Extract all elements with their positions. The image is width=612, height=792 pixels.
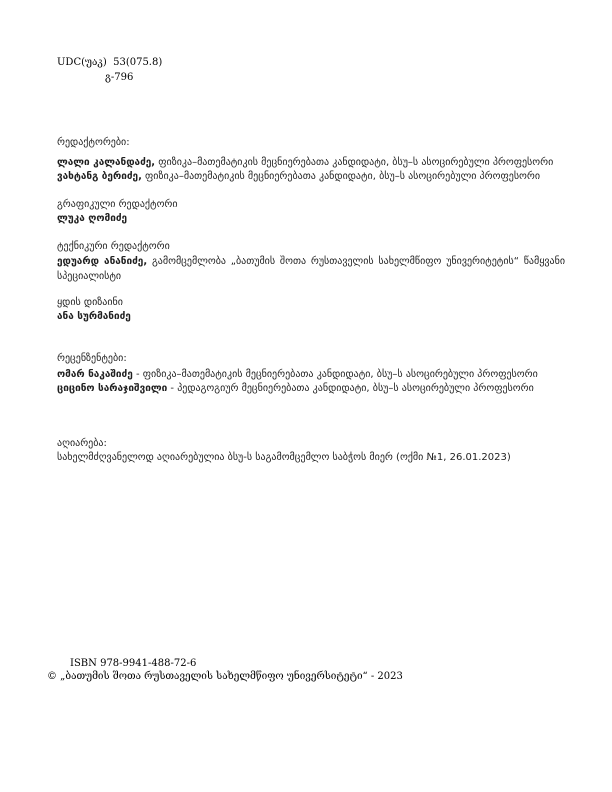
editor-name: ვახტანგ ბერიძე, bbox=[57, 171, 142, 182]
editor-description: ფიზიკა–მათემატიკის მეცნიერებათა კანდიდატი, ბსუ–ს ასოცირებული პროფესორი bbox=[141, 171, 541, 182]
isbn-line: ISBN 978-9941-488-72-6 bbox=[70, 658, 197, 669]
technical-editor-description: გამომცემლობა „ბათუმის შოთა რუსთაველის სახელმწიფო უნივერიტეტის“ წამყვანი სპეციალისტი bbox=[57, 256, 565, 282]
copyright-line: © „ბათუმის შოთა რუსთაველის სახელმწიფო უნივერსიტეტი“ - 2023 bbox=[47, 671, 403, 682]
cover-design-name: ანა სურმანიძე bbox=[57, 311, 131, 322]
reviewer-description: - პედაგოგიურ მეცნიერებათა კანდიდატი, ბსუ–ს ასოცირებული პროფესორი bbox=[167, 383, 534, 394]
editors-heading: რედაქტორები: bbox=[57, 137, 130, 148]
technical-editor-heading: ტექნიკური რედაქტორი bbox=[57, 241, 170, 252]
approval-text: სახელმძღვანელოდ აღიარებულია ბსუ-ს საგამომცემლო საბჭოს მიერ (ოქმი №1, 26.01.2023) bbox=[57, 452, 511, 463]
cipher-line: გ-796 bbox=[105, 72, 134, 83]
reviewer-line bbox=[57, 382, 534, 395]
technical-editor-line bbox=[57, 255, 565, 284]
reviewers-heading: რეცენზენტები: bbox=[57, 353, 127, 364]
editor-line bbox=[57, 156, 553, 169]
editor-description: ფიზიკა–მათემატიკის მეცნიერებათა კანდიდატი, ბსუ–ს ასოცირებული პროფესორი bbox=[155, 157, 554, 168]
graphic-editor-name: ლუკა ღომიძე bbox=[57, 213, 128, 224]
reviewer-name: ომარ ნაკაშიძე bbox=[57, 369, 133, 380]
udc-line: UDC(უაკ) 53(075.8) bbox=[57, 57, 163, 68]
technical-editor-name: ედუარდ ანანიძე, bbox=[57, 256, 148, 267]
graphic-editor-heading: გრაფიკული რედაქტორი bbox=[57, 199, 178, 210]
editor-line bbox=[57, 170, 540, 183]
editor-name: ლალი კალანდაძე, bbox=[57, 157, 156, 168]
reviewer-description: - ფიზიკა–მათემატიკის მეცნიერებათა კანდიდატი, ბსუ–ს ასოცირებული პროფესორი bbox=[132, 369, 538, 380]
reviewer-line bbox=[57, 368, 538, 381]
cover-design-heading: ყდის დიზაინი bbox=[57, 297, 123, 308]
approval-heading: აღიარება: bbox=[57, 438, 107, 449]
reviewer-name: ციცინო სარაჯიშვილი bbox=[57, 383, 168, 394]
